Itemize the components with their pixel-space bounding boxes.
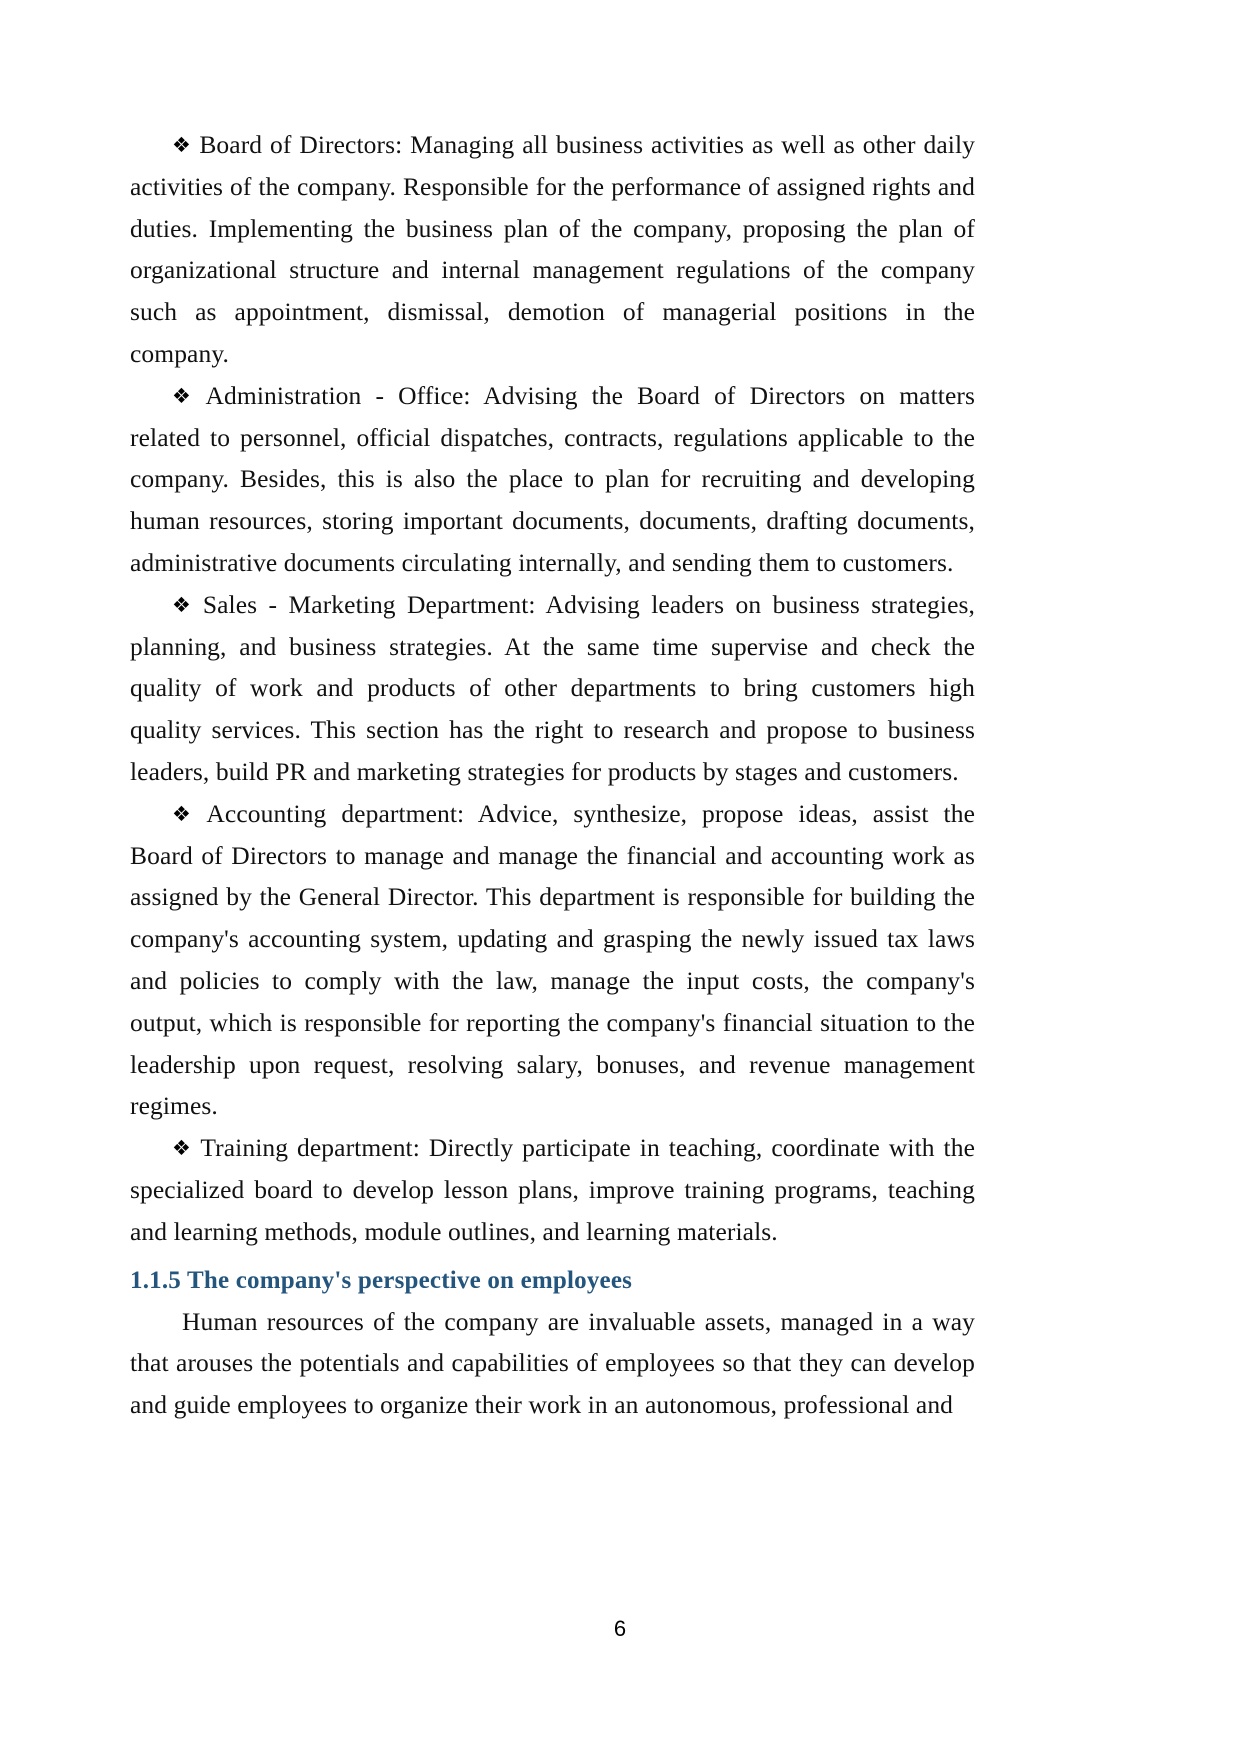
diamond-bullet-icon: ❖ bbox=[172, 1136, 194, 1161]
paragraph-text: Accounting department: Advice, synthesize, propose ideas, assist the Board of Directors to manage and manage the financial and accounting work as assigned by the General Director. This department is responsible for building the company's accounting system, updating and grasping the newly issued tax laws and policies to comply with the law, manage the input costs, the company's output, which is responsible for reporting the company's financial situation to the leadership upon request, resolving salary, bonuses, and revenue management regimes. bbox=[130, 798, 975, 1121]
paragraph-training-department bbox=[130, 1127, 975, 1252]
diamond-bullet-icon: ❖ bbox=[172, 801, 200, 826]
page-content bbox=[130, 124, 975, 1426]
page-number: 6 bbox=[613, 1616, 627, 1641]
paragraph-board-of-directors bbox=[130, 124, 975, 375]
section-heading-1-1-5: 1.1.5 The company's perspective on employees bbox=[130, 1266, 633, 1294]
paragraph-accounting-department bbox=[130, 793, 975, 1127]
paragraph-text: Board of Directors: Managing all business activities as well as other daily activities of the company. Responsible for the performance of assigned rights and duties. Implementing the business plan of the company, proposing the plan of organizational structure and internal management regulations of the company such as appointment, dismissal, demotion of managerial positions in the company. bbox=[130, 130, 975, 368]
diamond-bullet-icon: ❖ bbox=[172, 383, 199, 408]
paragraph-text: Sales - Marketing Department: Advising leaders on business strategies, planning, and business strategies. At the same time supervise and check the quality of work and products of other departments to bring customers high quality services. This section has the right to research and propose to business leaders, build PR and marketing strategies for products by stages and customers. bbox=[130, 589, 975, 786]
diamond-bullet-icon: ❖ bbox=[172, 592, 196, 617]
paragraph-human-resources: Human resources of the company are invaluable assets, managed in a way that arouses the potentials and capabilities of employees so that they can develop and guide employees to organize their work in an autonomous, professional and bbox=[130, 1306, 975, 1420]
paragraph-administration-office bbox=[130, 375, 975, 584]
paragraph-sales-marketing-department bbox=[130, 584, 975, 793]
paragraph-text: Training department: Directly participate in teaching, coordinate with the specialized board to develop lesson plans, improve training programs, teaching and learning methods, module outlines, and learning materials. bbox=[130, 1133, 975, 1246]
diamond-bullet-icon: ❖ bbox=[172, 133, 193, 157]
paragraph-text: Administration - Office: Advising the Board of Directors on matters related to personnel, official dispatches, contracts, regulations applicable to the company. Besides, this is also the place to plan for recruiting and developing human resources, storing important documents, documents, drafting documents, administrative documents circulating internally, and sending them to customers. bbox=[130, 380, 975, 577]
